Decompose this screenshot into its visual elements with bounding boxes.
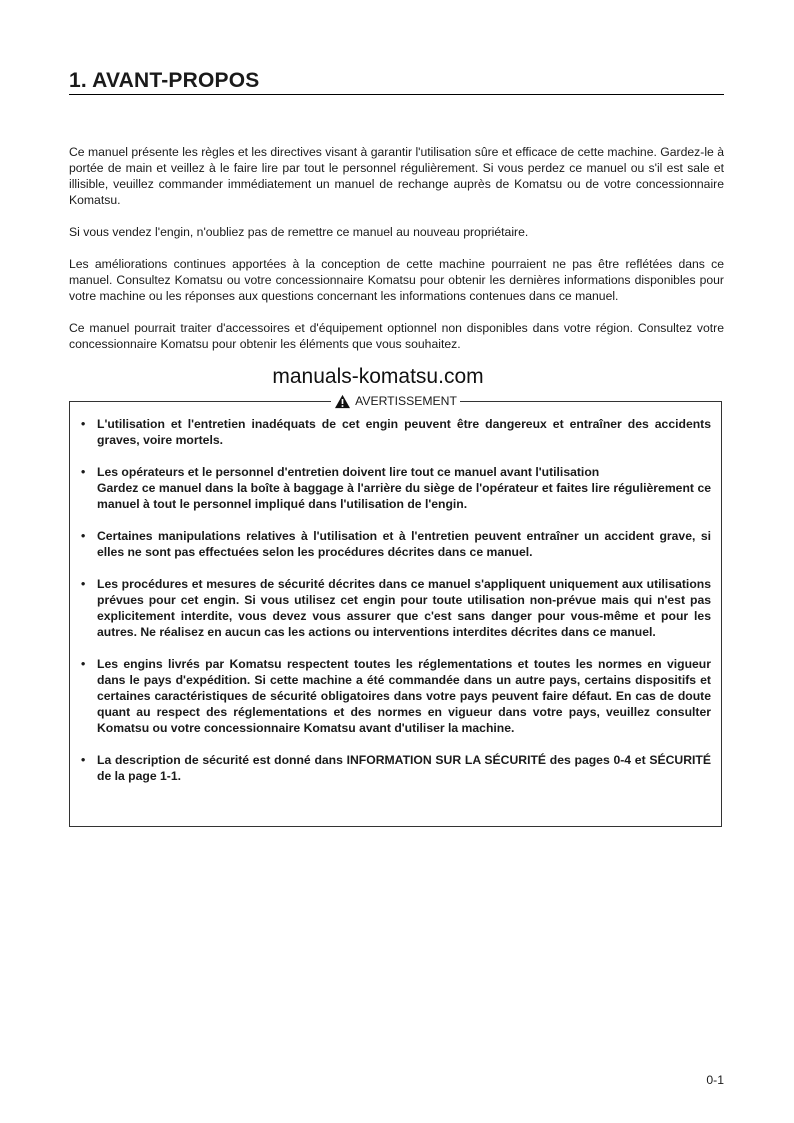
bullet: •	[81, 465, 86, 479]
warning-item-text: Les opérateurs et le personnel d'entretien doivent lire tout ce manuel avant l'utilisation	[97, 465, 600, 479]
intro-paragraph: Les améliorations continues apportées à la conception de cette machine pourraient ne pas être reflétées dans ce manuel. Consultez Komatsu ou votre concessionnaire Komatsu pour obtenir les dernières informations disponibles pour votre machine ou les réponses aux questions concernant les informations contenues dans ce manuel.	[69, 257, 724, 303]
warning-list	[81, 416, 711, 800]
bullet: •	[81, 529, 86, 543]
bullet: •	[81, 577, 86, 591]
warning-item	[81, 528, 711, 560]
intro-text	[69, 144, 724, 368]
warning-item	[81, 464, 711, 512]
page-title: 1. AVANT-PROPOS	[69, 69, 724, 95]
warning-item-text: La description de sécurité est donné dans INFORMATION SUR LA SÉCURITÉ des pages 0-4 et SÉCURITÉ de la page 1-1.	[97, 753, 711, 783]
page-number: 0-1	[706, 1073, 724, 1087]
warning-item-text: L'utilisation et l'entretien inadéquats de cet engin peuvent être dangereux et entraîner des accidents graves, voire mortels.	[97, 417, 711, 447]
watermark[interactable]: manuals-komatsu.com	[272, 365, 484, 388]
warning-item-text: Gardez ce manuel dans la boîte à baggage à l'arrière du siège de l'opérateur et faites lire régulièrement ce manuel à tout le personnel impliqué dans l'utilisation de l'engin.	[97, 481, 711, 511]
warning-header	[70, 393, 721, 413]
warning-box	[69, 394, 722, 827]
warning-item	[81, 576, 711, 640]
warning-item	[81, 752, 711, 784]
warning-item	[81, 416, 711, 448]
intro-paragraph: Ce manuel présente les règles et les directives visant à garantir l'utilisation sûre et efficace de cette machine. Gardez-le à portée de main et veillez à le faire lire par tout le personnel régulièrement. Si vous perdez ce manuel ou s'il est sale et illisible, veuillez commander immédiatement un manuel de rechange auprès de Komatsu ou de votre concessionnaire Komatsu.	[69, 145, 724, 207]
warning-item-text: Les procédures et mesures de sécurité décrites dans ce manuel s'appliquent uniquement aux utilisations prévues pour cet engin. Si vous utilisez cet engin pour toute utilisation non-prévue mais qui n'est pas explicitement interdite, vous devez vous assurer que c'est sans danger pour vous-même et pour les autres. Ne réalisez en aucun cas les actions ou interventions interdites décrites dans ce manuel.	[97, 577, 711, 639]
warning-item	[81, 656, 711, 736]
intro-paragraph: Ce manuel pourrait traiter d'accessoires et d'équipement optionnel non disponibles dans votre région. Consultez votre concessionnaire Komatsu pour obtenir les éléments que vous souhaitez.	[69, 321, 724, 351]
bullet: •	[81, 753, 86, 767]
warning-triangle-icon	[334, 394, 351, 409]
warning-item-text: Les engins livrés par Komatsu respectent toutes les réglementations et toutes les normes en vigueur dans le pays d'expédition. Si cette machine a été commandée dans un autre pays, certains dispositifs et certaines caractéristiques de sécurité obligatoires dans votre pays peuvent faire défaut. En cas de doute quant au respect des réglementations et des normes en vigueur dans votre pays, veuillez consulter Komatsu ou votre concessionnaire Komatsu avant d'utiliser la machine.	[97, 657, 711, 735]
warning-label: AVERTISSEMENT	[355, 394, 457, 408]
bullet: •	[81, 657, 86, 671]
warning-item-text: Certaines manipulations relatives à l'utilisation et à l'entretien peuvent entraîner un accident grave, si elles ne sont pas effectuées selon les procédures décrites dans ce manuel.	[97, 529, 711, 559]
intro-paragraph: Si vous vendez l'engin, n'oubliez pas de remettre ce manuel au nouveau propriétaire.	[69, 225, 529, 239]
bullet: •	[81, 417, 86, 431]
